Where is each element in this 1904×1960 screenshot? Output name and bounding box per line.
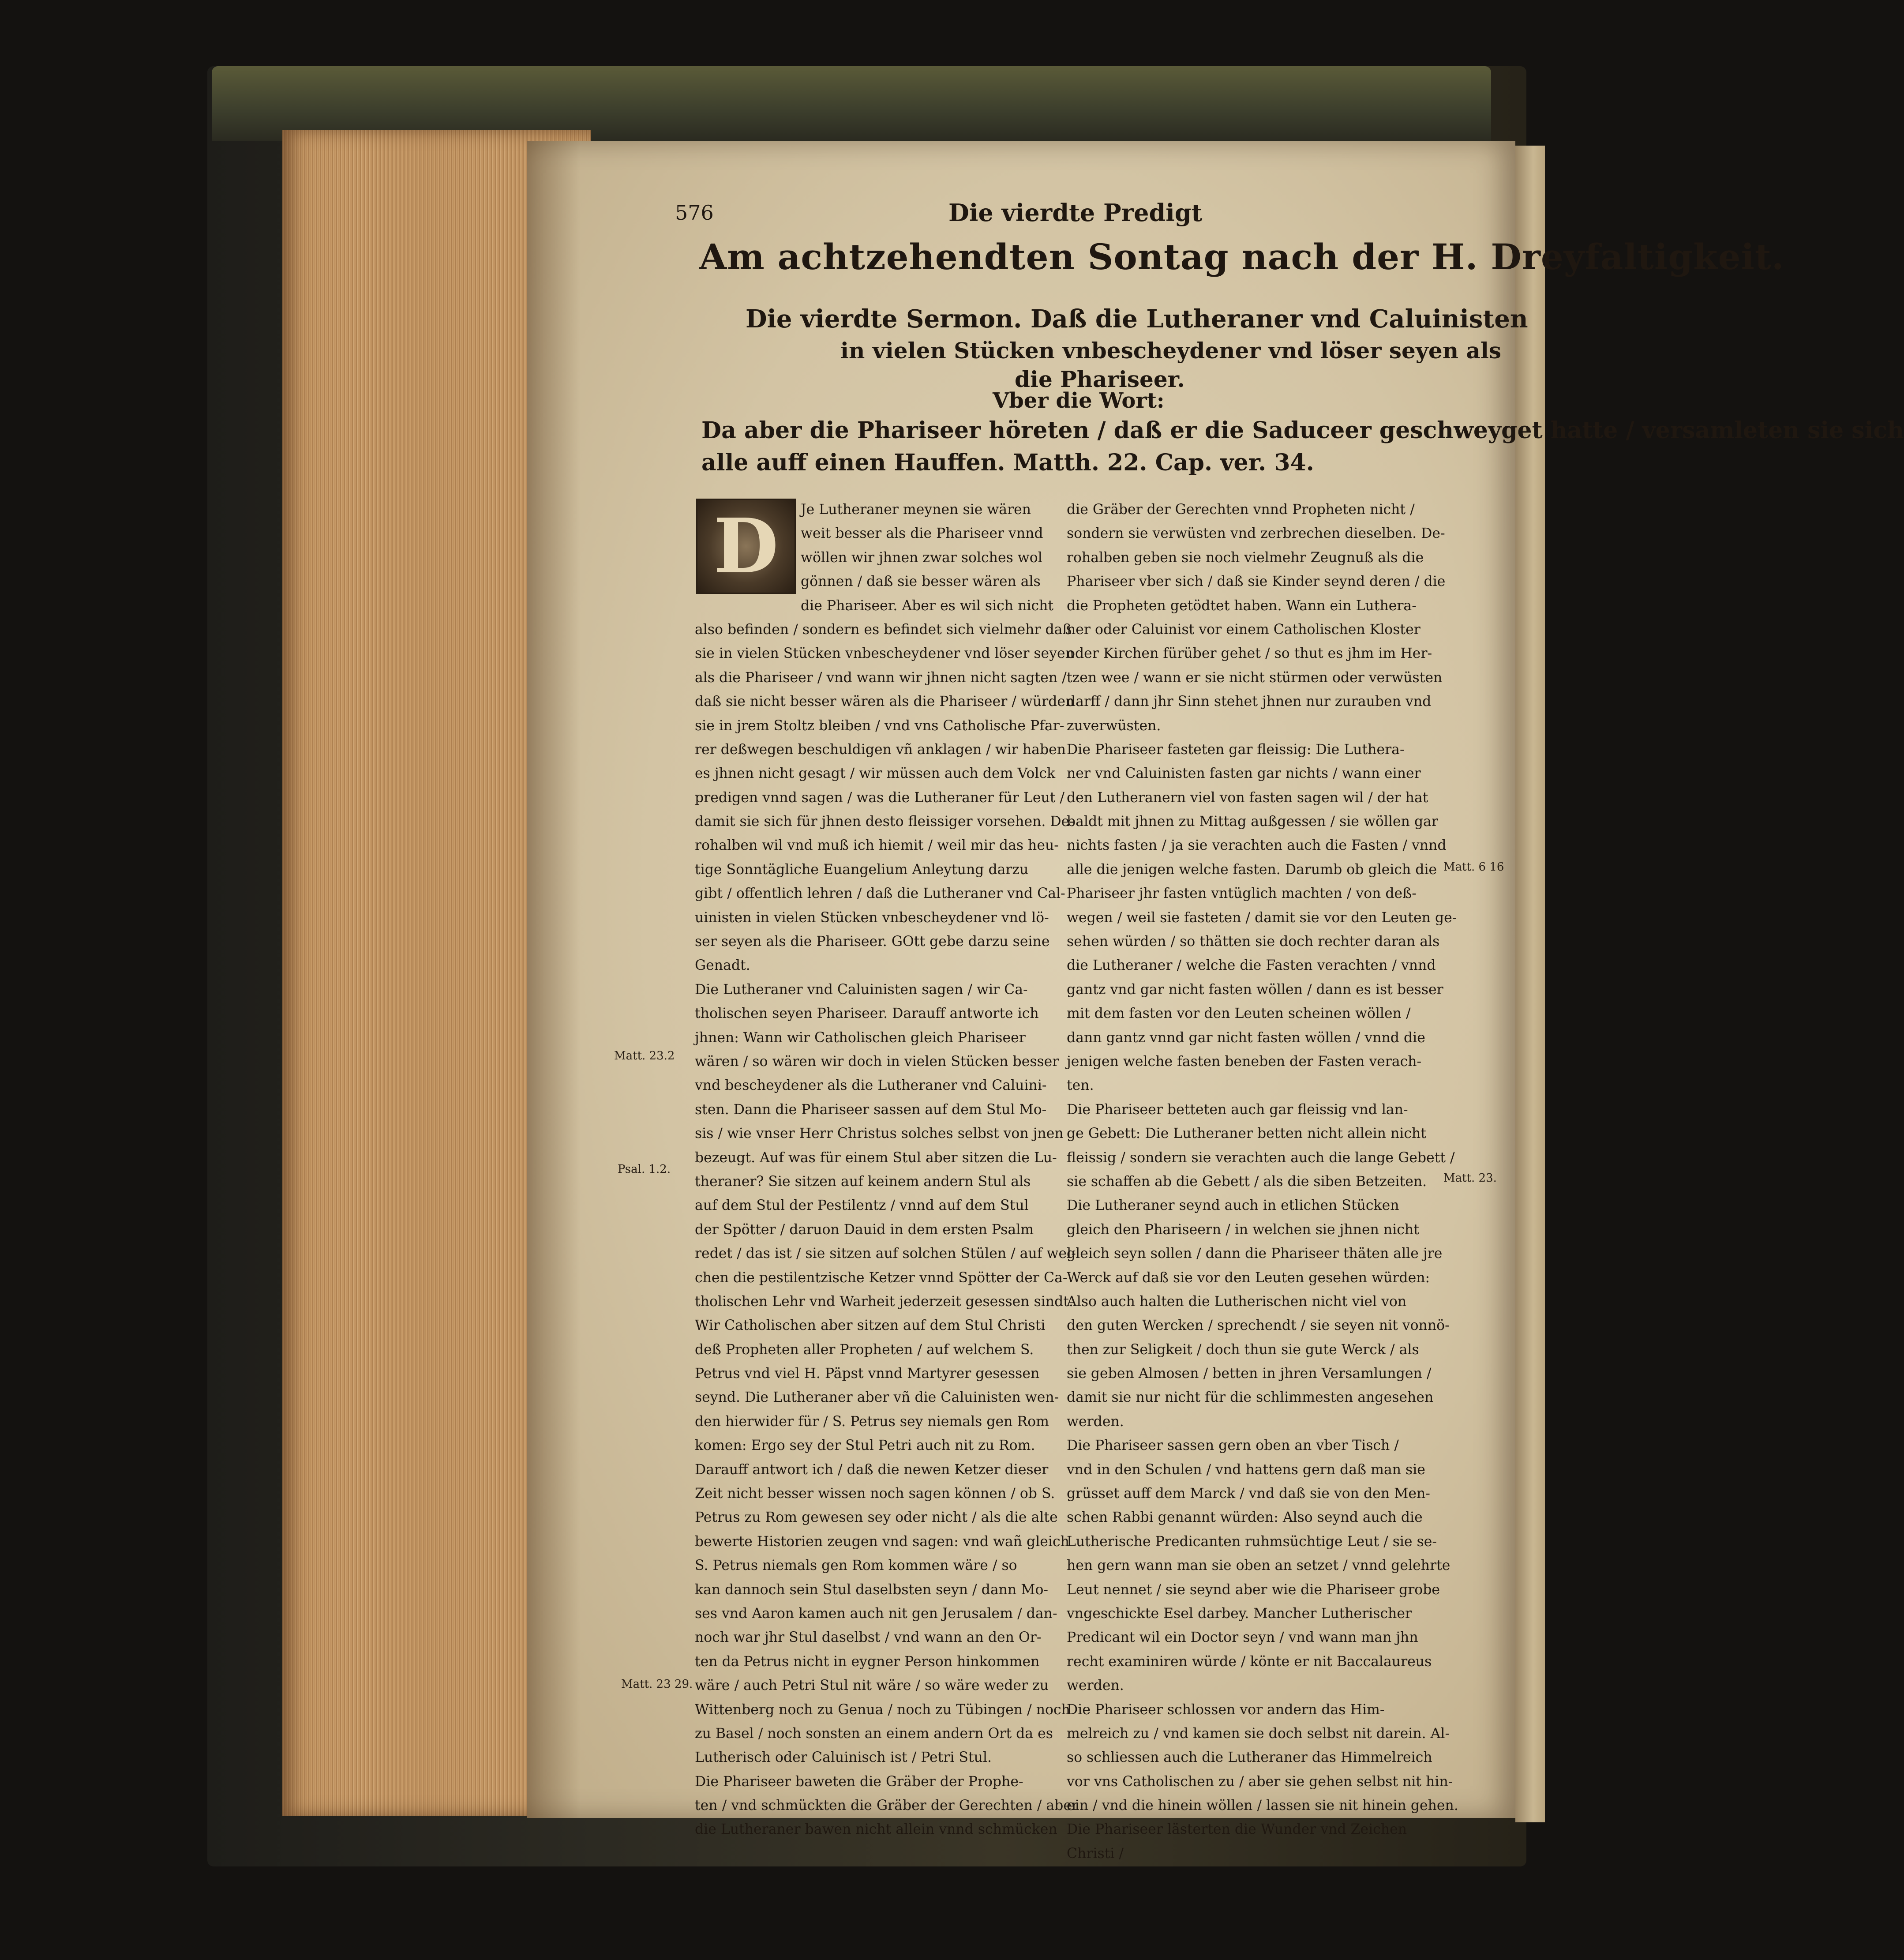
text-line: predigen vnnd sagen / was die Lutheraner für Leut /: [695, 789, 1065, 806]
text-line: tholischen seyen Phariseer. Darauff antworte ich: [695, 1006, 1039, 1022]
text-line: gleich den Phariseern / in welchen sie jhnen nicht: [1067, 1221, 1419, 1238]
sermon-subheading-line: in vielen Stücken vnbescheydener vnd löser seyen als: [840, 338, 1502, 364]
text-line: ner oder Caluinist vor einem Catholischen Kloster: [1067, 621, 1421, 638]
text-line: als die Phariseer / vnd wann wir jhnen nicht sagten /: [695, 669, 1067, 686]
text-line: Die Phariseer sassen gern oben an vber Tisch /: [1067, 1438, 1399, 1454]
text-line: wegen / weil sie fasteten / damit sie vor den Leuten ge-: [1067, 909, 1457, 926]
text-line: grüsset auff dem Marck / vnd daß sie von den Men-: [1067, 1486, 1430, 1502]
text-line: Die Lutheraner vnd Caluinisten sagen / wir Ca-: [695, 981, 1028, 998]
text-line: Christi /: [1067, 1845, 1124, 1862]
text-line: Lutherische Predicanten ruhmsüchtige Leut / sie se-: [1067, 1533, 1437, 1550]
text-line: werden.: [1067, 1413, 1124, 1430]
text-line: melreich zu / vnd kamen sie doch selbst nit darein. Al-: [1067, 1725, 1450, 1742]
text-line: Petrus zu Rom gewesen sey oder nicht / als die alte: [695, 1509, 1058, 1526]
text-line: also befinden / sondern es befindet sich vielmehr daß: [695, 621, 1072, 638]
text-line: ein / vnd die hinein wöllen / lassen sie nit hinein gehen.: [1067, 1798, 1458, 1814]
text-line: die Phariseer. Aber es wil sich nicht: [801, 597, 1054, 614]
text-line: alle die jenigen welche fasten. Darumb ob gleich die: [1067, 861, 1437, 878]
text-line: sie in vielen Stücken vnbescheydener vnd löser seyen: [695, 646, 1074, 662]
text-line: recht examiniren würde / könte er nit Baccalaureus: [1067, 1653, 1432, 1670]
text-line: Petrus vnd viel H. Päpst vnnd Martyrer gesessen: [695, 1366, 1040, 1382]
text-line: wäre / auch Petri Stul nit wäre / so wäre weder zu: [695, 1678, 1049, 1694]
text-line: bezeugt. Auf was für einem Stul aber sitzen die Lu-: [695, 1149, 1057, 1166]
sermon-subheading-line: die Phariseer.: [1015, 366, 1185, 392]
text-line: zuverwüsten.: [1067, 717, 1161, 734]
text-line: rohalben wil vnd muß ich hiemit / weil mir das heu-: [695, 837, 1059, 854]
text-line: oder Kirchen fürüber gehet / so thut es jhm im Her-: [1067, 646, 1432, 662]
text-line: vor vns Catholischen zu / aber sie gehen selbst nit hin-: [1067, 1773, 1453, 1790]
text-line: Wittenberg noch zu Genua / noch zu Tübingen / noch: [695, 1701, 1070, 1718]
text-line: ser seyen als die Phariseer. GOtt gebe darzu seine: [695, 934, 1050, 950]
right-text-column: [1067, 498, 1458, 1866]
text-line: dann gantz vnnd gar nicht fasten wöllen / vnnd die: [1067, 1029, 1425, 1046]
text-line: ten / vnd schmückten die Gräber der Gerechten / aber: [695, 1798, 1079, 1814]
text-line: fleissig / sondern sie verachten auch die lange Gebett /: [1067, 1149, 1455, 1166]
text-line: sie schaffen ab die Gebett / als die siben Betzeiten.: [1067, 1173, 1427, 1190]
text-line: nichts fasten / ja sie verachten auch die Fasten / vnnd: [1067, 837, 1447, 854]
text-line: die Lutheraner / welche die Fasten verachten / vnnd: [1067, 957, 1436, 974]
running-title: Die vierdte Predigt: [948, 199, 1203, 227]
text-line: rohalben geben sie noch vielmehr Zeugnuß als die: [1067, 549, 1424, 566]
text-line: sis / wie vnser Herr Christus solches selbst von jnen: [695, 1126, 1064, 1142]
text-line: es jhnen nicht gesagt / wir müssen auch dem Volck: [695, 766, 1056, 782]
text-line: kan dannoch sein Stul daselbsten seyn / dann Mo-: [695, 1581, 1049, 1598]
text-line: sten. Dann die Phariseer sassen auf dem Stul Mo-: [695, 1101, 1047, 1118]
text-line: jhnen: Wann wir Catholischen gleich Phariseer: [695, 1029, 1026, 1046]
text-line: die Lutheraner bawen nicht allein vnnd schmücken: [695, 1821, 1057, 1838]
text-line: Die Phariseer lästerten die Wunder vnd Zeichen: [1067, 1821, 1407, 1838]
text-line: Phariseer jhr fasten vntüglich machten / von deß-: [1067, 886, 1417, 902]
text-line: der Spötter / daruon Dauid in dem ersten Psalm: [695, 1221, 1034, 1238]
text-line: gibt / offentlich lehren / daß die Lutheraner vnd Cal-: [695, 886, 1065, 902]
text-line: den guten Wercken / sprechendt / sie seyen nit vonnö-: [1067, 1318, 1450, 1334]
margin-note: Matt. 23.: [1443, 1171, 1497, 1185]
text-line: Zeit nicht besser wissen noch sagen können / ob S.: [695, 1486, 1055, 1502]
text-line: damit sie sich für jhnen desto fleissiger vorsehen. De-: [695, 814, 1074, 830]
text-line: Die Phariseer betteten auch gar fleissig vnd lan-: [1067, 1101, 1408, 1118]
text-line: Werck auf daß sie vor den Leuten gesehen würden:: [1067, 1269, 1430, 1286]
text-line: damit sie nur nicht für die schlimmesten angesehen: [1067, 1389, 1434, 1406]
text-line: theraner? Sie sitzen auf keinem andern Stul als: [695, 1173, 1031, 1190]
text-line: deß Propheten aller Propheten / auf welchem S.: [695, 1341, 1034, 1358]
page-gutter-shadow: [527, 141, 580, 1818]
text-line: den hierwider für / S. Petrus sey niemals gen Rom: [695, 1413, 1049, 1430]
text-line: tzen wee / wann er sie nicht stürmen oder verwüsten: [1067, 669, 1443, 686]
text-line: Darauff antwort ich / daß die newen Ketzer dieser: [695, 1461, 1049, 1478]
sermon-headline: Am achtzehendten Sontag nach der H. Dreyfaltigkeit.: [699, 236, 1784, 278]
text-line: schen Rabbi genannt würden: Also seynd auch die: [1067, 1509, 1423, 1526]
text-line: komen: Ergo sey der Stul Petri auch nit zu Rom.: [695, 1438, 1035, 1454]
text-line: den Lutheranern viel von fasten sagen wil / der hat: [1067, 789, 1428, 806]
text-line: Die Phariseer baweten die Gräber der Prophe-: [695, 1773, 1023, 1790]
text-line: ner vnd Caluinisten fasten gar nichts / wann einer: [1067, 766, 1421, 782]
margin-note: Matt. 23 29.: [621, 1678, 693, 1691]
text-line: gönnen / daß sie besser wären als: [801, 574, 1041, 590]
scripture-quote-line: alle auff einen Hauffen. Matth. 22. Cap. ver. 34.: [701, 449, 1314, 476]
text-line: sehen würden / so thätten sie doch rechter daran als: [1067, 934, 1440, 950]
text-line: sondern sie verwüsten vnd zerbrechen dieselben. De-: [1067, 526, 1445, 542]
text-line: auf dem Stul der Pestilentz / vnnd auf dem Stul: [695, 1198, 1029, 1214]
text-line: ge Gebett: Die Lutheraner betten nicht allein nicht: [1067, 1126, 1426, 1142]
text-line: vnd in den Schulen / vnd hattens gern daß man sie: [1067, 1461, 1425, 1478]
text-line: sie in jrem Stoltz bleiben / vnd vns Catholische Pfar-: [695, 717, 1064, 734]
sermon-subheading-line: Die vierdte Sermon. Daß die Lutheraner vnd Caluinisten: [746, 304, 1528, 334]
text-line: gleich seyn sollen / dann die Phariseer thäten alle jre: [1067, 1246, 1443, 1262]
text-line: S. Petrus niemals gen Rom kommen wäre / so: [695, 1558, 1017, 1574]
text-line: Wir Catholischen aber sitzen auf dem Stul Christi: [695, 1318, 1046, 1334]
next-page-edge: [1515, 146, 1545, 1822]
scripture-label: Vber die Wort:: [993, 388, 1165, 413]
text-line: sie geben Almosen / betten in jhren Versamlungen /: [1067, 1366, 1432, 1382]
text-line: baldt mit jhnen zu Mittag außgessen / sie wöllen gar: [1067, 814, 1438, 830]
text-line: ten da Petrus nicht in eygner Person hinkommen: [695, 1653, 1040, 1670]
margin-note: Matt. 23.2: [614, 1049, 675, 1063]
decorated-initial-letter: D: [696, 499, 796, 594]
text-line: noch war jhr Stul daselbst / vnd wann an den Or-: [695, 1630, 1042, 1646]
text-line: zu Basel / noch sonsten an einem andern Ort da es: [695, 1725, 1053, 1742]
text-line: Genadt.: [695, 957, 750, 974]
text-line: Die Phariseer fasteten gar fleissig: Die Luthera-: [1067, 741, 1405, 758]
text-line: Phariseer vber sich / daß sie Kinder seynd deren / die: [1067, 574, 1446, 590]
text-line: Also auch halten die Lutherischen nicht viel von: [1067, 1293, 1407, 1310]
text-line: die Gräber der Gerechten vnnd Propheten nicht /: [1067, 502, 1415, 518]
text-line: Lutherisch oder Caluinisch ist / Petri Stul.: [695, 1750, 992, 1766]
text-line: die Propheten getödtet haben. Wann ein Luthera-: [1067, 597, 1417, 614]
text-line: gantz vnd gar nicht fasten wöllen / dann es ist besser: [1067, 981, 1443, 998]
text-line: vngeschickte Esel darbey. Mancher Lutherischer: [1067, 1605, 1412, 1622]
text-line: rer deßwegen beschuldigen vñ anklagen / wir haben: [695, 741, 1066, 758]
text-line: uinisten in vielen Stücken vnbescheydener vnd lö-: [695, 909, 1049, 926]
margin-note: Psal. 1.2.: [618, 1163, 671, 1176]
text-line: wöllen wir jhnen zwar solches wol: [801, 549, 1042, 566]
margin-note: Matt. 6 16: [1443, 860, 1504, 874]
text-line: daß sie nicht besser wären als die Phariseer / würden: [695, 694, 1075, 710]
text-line: werden.: [1067, 1678, 1124, 1694]
text-line: chen die pestilentzische Ketzer vnnd Spötter der Ca-: [695, 1269, 1068, 1286]
text-line: Predicant wil ein Doctor seyn / vnd wann man jhn: [1067, 1630, 1418, 1646]
text-line: then zur Seligkeit / doch thun sie gute Werck / als: [1067, 1341, 1419, 1358]
page-number: 576: [675, 201, 714, 225]
text-line: tige Sonntägliche Euangelium Anleytung darzu: [695, 861, 1029, 878]
text-line: bewerte Historien zeugen vnd sagen: vnd wañ gleich: [695, 1533, 1069, 1550]
text-line: seynd. Die Lutheraner aber vñ die Caluinisten wen-: [695, 1389, 1059, 1406]
text-line: tholischen Lehr vnd Warheit jederzeit gesessen sindt.: [695, 1293, 1073, 1310]
text-line: mit dem fasten vor den Leuten scheinen wöllen /: [1067, 1006, 1411, 1022]
text-line: ten.: [1067, 1078, 1094, 1094]
text-line: redet / das ist / sie sitzen auf solchen Stülen / auf wel-: [695, 1246, 1076, 1262]
text-line: hen gern wann man sie oben an setzet / vnnd gelehrte: [1067, 1558, 1450, 1574]
text-line: darff / dann jhr Sinn stehet jhnen nur zurauben vnd: [1067, 694, 1432, 710]
scripture-quote-line: Da aber die Phariseer höreten / daß er die Saduceer geschweyget hatte / versamleten sie sich: [701, 417, 1904, 444]
text-line: Die Phariseer schlossen vor andern das Him-: [1067, 1701, 1385, 1718]
text-line: Je Lutheraner meynen sie wären: [801, 502, 1031, 518]
text-line: jenigen welche fasten beneben der Fasten verach-: [1067, 1053, 1422, 1070]
text-line: Leut nennet / sie seynd aber wie die Phariseer grobe: [1067, 1581, 1440, 1598]
text-line: vnd bescheydener als die Lutheraner vnd Caluini-: [695, 1078, 1047, 1094]
left-text-column: [695, 498, 1079, 1842]
text-line: so schliessen auch die Lutheraner das Himmelreich: [1067, 1750, 1432, 1766]
text-line: weit besser als die Phariseer vnnd: [801, 526, 1043, 542]
text-line: wären / so wären wir doch in vielen Stücken besser: [695, 1053, 1059, 1070]
text-line: ses vnd Aaron kamen auch nit gen Jerusalem / dan-: [695, 1605, 1057, 1622]
text-line: Die Lutheraner seynd auch in etlichen Stücken: [1067, 1198, 1399, 1214]
